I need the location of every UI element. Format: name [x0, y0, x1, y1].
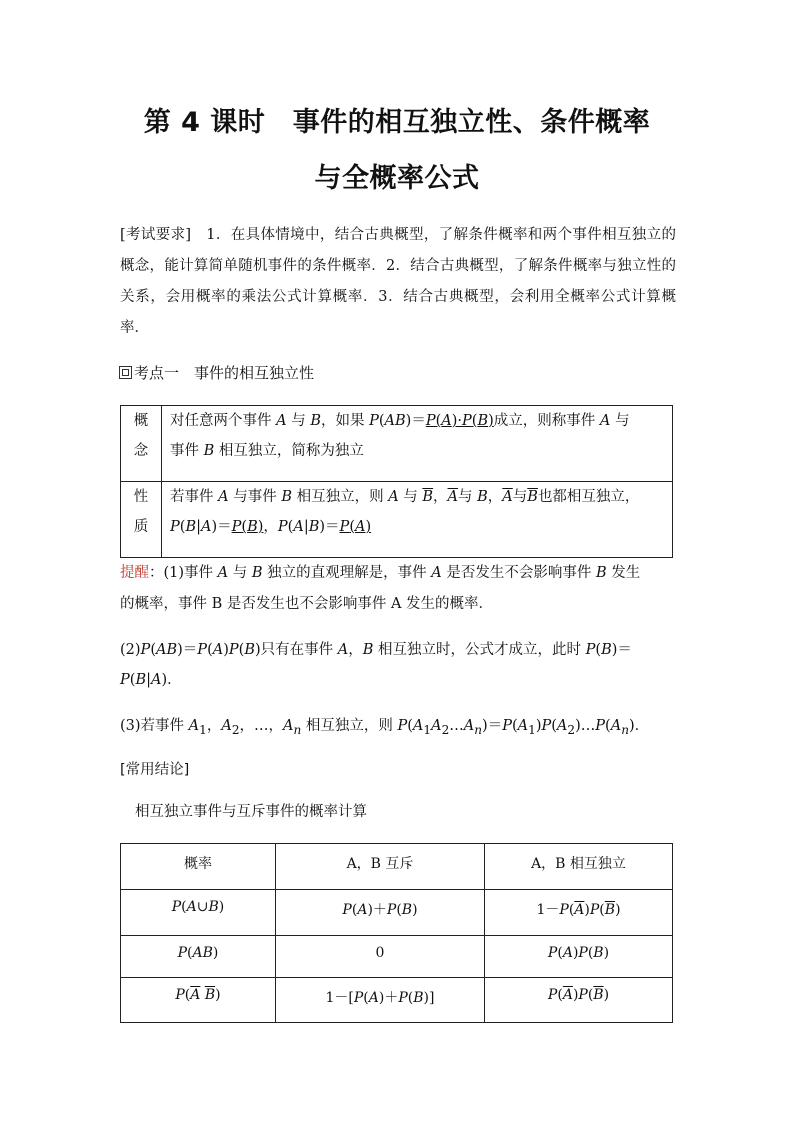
concept-key-char: 概: [133, 413, 149, 429]
concept-row: [121, 406, 673, 482]
table-cell: P(A)＋P(B): [276, 890, 485, 936]
property-key-char: 质: [133, 519, 149, 535]
page-title-line1: 第 4 课时 事件的相互独立性、条件概率: [143, 107, 651, 138]
section-icon: [119, 366, 132, 379]
exam-requirements: [120, 220, 676, 344]
property-row: [121, 482, 673, 558]
table-cell: $1-P(\overline{A})P(\overline{B})$: [485, 890, 673, 936]
header-cell: A，B 相互独立: [485, 844, 673, 890]
common-conclusion-label: [常用结论]: [120, 762, 190, 778]
table-header-row: [121, 844, 673, 890]
header-cell: 概率: [121, 844, 276, 890]
table-cell: $P(\overline{A})P(\overline{B})$: [485, 978, 673, 1023]
property-value: 若事件 A 与事件 B 相互独立，则 A 与 $\overline{B}$，$\overline{A}$与 B，$\overline{A}$与$\overline{B}$也都相互独立， P(B|A)＝P(B)，P(A|B)＝P(A): [162, 482, 673, 558]
table-cell: 0: [276, 936, 485, 978]
header-cell: A，B 互斥: [276, 844, 485, 890]
requirements-text: 1．在具体情境中，结合古典概型，了解条件概率和两个事件相互独立的概念，能计算简单随机事件的条件概率．2．结合古典概型，了解条件概率与独立性的关系，会用概率的乘法公式计算概率．3．结合古典概型，会利用全概率公式计算概率．: [120, 227, 676, 336]
table-cell: P(A)P(B): [485, 936, 673, 978]
property-key: [121, 482, 162, 558]
concept-value: 对任意两个事件 A 与 B，如果 P(AB)＝P(A)·P(B)成立，则称事件 A 与 事件 B 相互独立，简称为独立: [162, 406, 673, 482]
requirements-tag: [考试要求]: [120, 227, 192, 243]
tip-line-1: 提醒：(1)事件 A 与 B 独立的直观理解是，事件 A 是否发生不会影响事件 B 发生: [120, 565, 641, 581]
section-label: 考点一: [134, 364, 180, 382]
table-cell: 1－[P(A)＋P(B)]: [276, 978, 485, 1023]
tip-label: 提醒: [120, 565, 149, 581]
prob-table-title: 相互独立事件与互斥事件的概率计算: [135, 804, 367, 820]
concept-key-char: 念: [133, 443, 149, 459]
table-row: [121, 890, 673, 936]
table-row: [121, 978, 673, 1023]
table-cell: P(AB): [121, 936, 276, 978]
tip-line-2: 的概率，事件 B 是否发生也不会影响事件 A 发生的概率．: [120, 596, 494, 612]
tip-3: (3)若事件 $A_1$，$A_2$，…，$A_n$ 相互独立，则 $P(A_1A_2\dots A_n)=P(A_1)P(A_2)\dots P(A_n)$．: [120, 718, 650, 737]
table-cell: P(A∪B): [121, 890, 276, 936]
table-cell: $P(\overline{A}$ $\overline{B}$): [121, 978, 276, 1023]
concept-property-table: [120, 405, 673, 558]
section-heading: [119, 362, 314, 383]
section-title: 事件的相互独立性: [179, 364, 315, 382]
tip-2-line-1: (2)P(AB)＝P(A)P(B)只有在事件 A，B 相互独立时，公式才成立，此时 P(B)＝: [120, 642, 632, 658]
concept-key: [121, 406, 162, 482]
tip-2-line-2: P(B|A)．: [120, 672, 182, 688]
probability-table: [120, 843, 673, 1023]
table-row: [121, 936, 673, 978]
page-title-line2: 与全概率公式: [314, 163, 480, 194]
property-key-char: 性: [133, 489, 149, 505]
